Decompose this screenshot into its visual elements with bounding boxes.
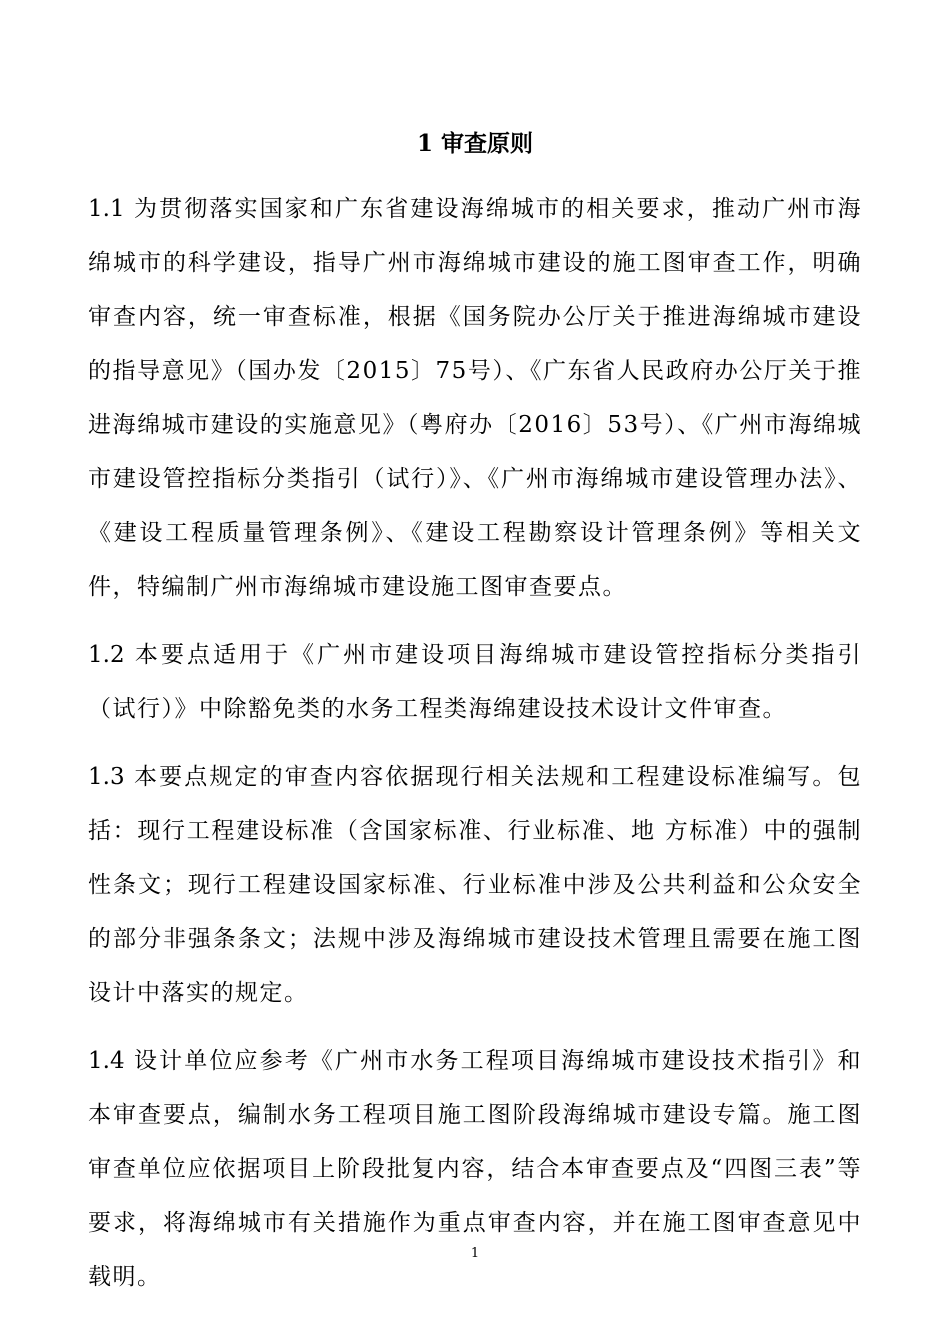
- paragraph-1-3: [88, 750, 862, 1020]
- paragraph-number: 1.3: [88, 764, 125, 790]
- paragraph-text: 为贯彻落实国家和广东省建设海绵城市的相关要求，推动广州市海绵城市的科学建设，指导广州市海绵城市建设的施工图审查工作，明确审查内容，统一审查标准，根据《国务院办公厅关于推进海绵城市建设的指导意见》（国办发〔2015〕75号）、《广东省人民政府办公厅关于推进海绵城市建设的实施意见》（粤府办〔2016〕53号）、《广州市海绵城市建设管控指标分类指引（试行）》、《广州市海绵城市建设管理办法》、《建设工程质量管理条例》、《建设工程勘察设计管理条例》等相关文件，特编制广州市海绵城市建设施工图审查要点。: [88, 196, 863, 600]
- paragraph-text: 本要点适用于《广州市建设项目海绵城市建设管控指标分类指引（试行）》中除豁免类的水务工程类海绵建设技术设计文件审查。: [88, 642, 863, 722]
- paragraph-1-2: [88, 628, 862, 736]
- page-number: 1: [470, 1246, 480, 1261]
- paragraph-number: 1.2: [88, 642, 125, 668]
- section-title: 1 审查原则: [416, 130, 533, 157]
- paragraph-number: 1.1: [88, 196, 125, 222]
- paragraph-text: 设计单位应参考《广州市水务工程项目海绵城市建设技术指引》和本审查要点，编制水务工程项目施工图阶段海绵城市建设专篇。施工图审查单位应依据项目上阶段批复内容，结合本审查要点及“四图三表”等要求，将海绵城市有关措施作为重点审查内容，并在施工图审查意见中载明。: [88, 1048, 863, 1290]
- paragraph-1-1: [88, 182, 862, 614]
- document-body: [88, 182, 862, 1318]
- paragraph-number: 1.4: [88, 1048, 125, 1074]
- paragraph-text: 本要点规定的审查内容依据现行相关法规和工程建设标准编写。包括：现行工程建设标准（含国家标准、行业标准、地 方标准）中的强制性条文；现行工程建设国家标准、行业标准中涉及公共利益和公众安全的部分非强条条文；法规中涉及海绵城市建设技术管理且需要在施工图设计中落实的规定。: [88, 764, 863, 1006]
